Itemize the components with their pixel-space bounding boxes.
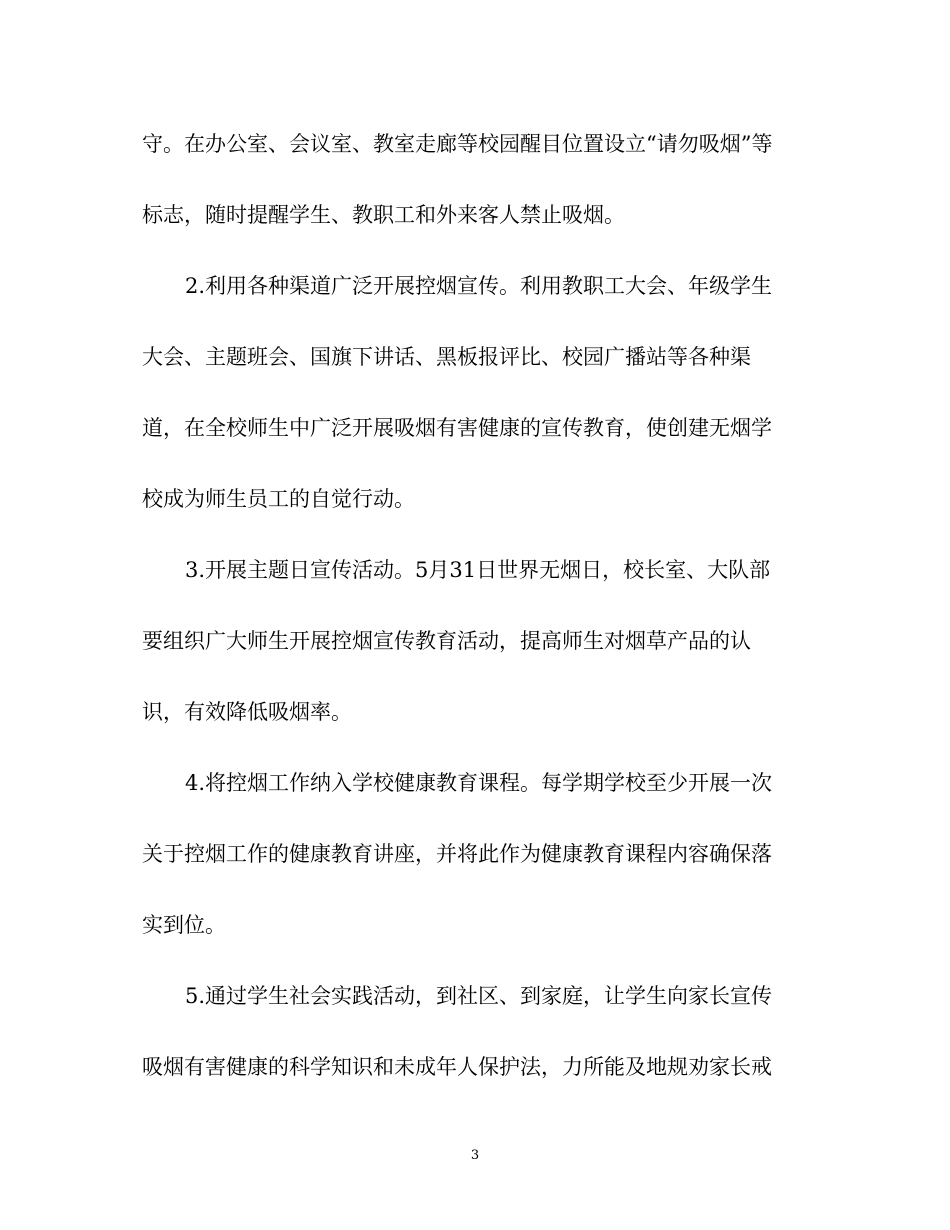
text-line: 实到位。 xyxy=(142,913,226,937)
paragraph-start-line: 2.利用各种渠道广泛开展控烟宣传。利用教职工大会、年级学生 xyxy=(185,274,773,298)
text-line: 要组织广大师生开展控烟宣传教育活动，提高师生对烟草产品的认 xyxy=(142,629,751,653)
text-line: 识，有效降低吸烟率。 xyxy=(142,700,352,724)
text-line: 吸烟有害健康的科学知识和未成年人保护法，力所能及地规劝家长戒 xyxy=(142,1055,772,1079)
text-line: 关于控烟工作的健康教育讲座，并将此作为健康教育课程内容确保落 xyxy=(142,842,772,866)
page-number: 3 xyxy=(470,1148,480,1163)
text-line: 道，在全校师生中广泛开展吸烟有害健康的宣传教育，使创建无烟学 xyxy=(142,416,772,440)
text-line: 校成为师生员工的自觉行动。 xyxy=(142,487,415,511)
paragraph-start-line: 5.通过学生社会实践活动，到社区、到家庭，让学生向家长宣传 xyxy=(185,984,773,1008)
paragraph-start-line: 4.将控烟工作纳入学校健康教育课程。每学期学校至少开展一次 xyxy=(185,771,773,795)
text-line: 大会、主题班会、国旗下讲话、黑板报评比、校园广播站等各种渠 xyxy=(142,345,751,369)
text-line: 守。在办公室、会议室、教室走廊等校园醒目位置设立“请勿吸烟”等 xyxy=(142,132,773,156)
text-line: 标志，随时提醒学生、教职工和外来客人禁止吸烟。 xyxy=(142,203,625,227)
paragraph-start-line: 3.开展主题日宣传活动。5月31日世界无烟日，校长室、大队部 xyxy=(185,558,771,582)
